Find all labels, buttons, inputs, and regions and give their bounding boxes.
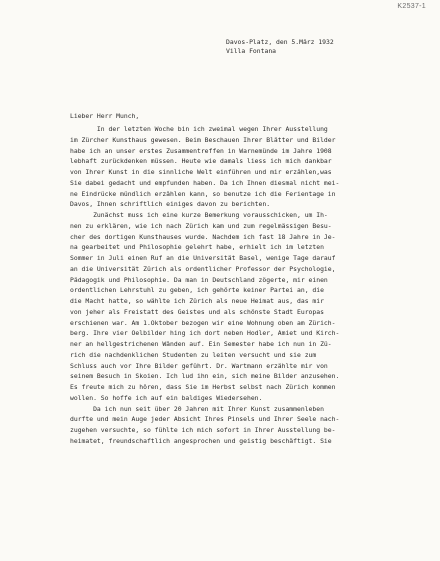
letter-line: na gearbeitet und Philosophie gelehrt habe, erhielt ich im letzten [70,243,324,252]
letter-line: rich die nachdenklichen Studenten zu leiten versucht und sie zum [70,350,317,359]
letter-line: Da ich nun seit über 20 Jahren mit Ihrer Kunst zusammenleben [70,404,324,413]
letter-line: ner an hellgestrichenen Wänden auf. Ein Semester habe ich nun in Zü- [70,340,332,348]
letter-body [70,124,432,447]
letter-line: Pädagogik und Philosophie. Da man in Deutschland zögerte, mir einen [70,275,328,284]
letter-line: habe ich an unser erstes Zusammentreffen in Warnemünde im Jahre 1908 [70,146,332,155]
sender-address: Villa Fontana [226,47,277,55]
letter-line: Davos, Ihnen schriftlich einiges davon zu berichten. [70,200,271,209]
letter-line: nen zu erklären, wie ich nach Zürich kam und zum regelmässigen Besu- [70,221,332,230]
letter-line: Sommer in Juli einen Ruf an die Universität Basel, wenige Tage darauf [70,254,336,262]
letter-line: lebhaft zurückdenken müssen. Heute wie damals liess ich mich dankbar [70,157,332,166]
letter-line: an die Universität Zürich als ordentlicher Professor der Psychologie, [70,264,336,273]
letter-line: berg. Ihre vier Oelbilder hing ich dort neben Hodler, Amiet und Kirch- [70,329,340,338]
letter-line: von jeher als Freistatt des Geistes und als schönste Stadt Europas [70,307,324,316]
letter-line: Es freute mich zu hören, dass Sie im Herbst selbst nach Zürich kommen [70,383,336,391]
letter-line: von Ihrer Kunst in die sinnliche Welt einführen und mir erzählen,was [70,168,332,176]
archive-number: K2537-1 [397,3,426,10]
letter-line: Sie dabei gedacht und empfunden haben. Da ich Ihnen diesmal nicht mei- [70,178,340,187]
letter-dateline [226,38,334,56]
salutation: Lieber Herr Munch, [70,112,140,120]
letter-line: ne Eindrücke mündlich erzählen kann, so benutze ich die Ferientage in [70,189,336,198]
letter-line: wollen. So hoffe ich auf ein baldiges Wiedersehen. [70,393,263,402]
letter-line: ordentlichen Lehrstuhl zu geben, ich gehörte keiner Partei an, die [70,286,324,295]
letter-line: durfte und mein Auge jeder Absicht Ihres Pinsels und Ihrer Seele nach- [70,415,340,424]
letter-line: im Zürcher Kunsthaus gewesen. Beim Beschauen Ihrer Blätter und Bilder [70,135,336,144]
letter-line: Zunächst muss ich eine kurze Bemerkung vorausschicken, um Ih- [70,211,328,219]
place-and-date: Davos-Platz, den 5.März 1932 [226,38,334,46]
letter-line: In der letzten Woche bin ich zweimal wegen Ihrer Ausstellung [70,125,328,133]
letter-line: die Macht hatte, so wählte ich Zürich als neue Heimat aus, das mir [70,297,324,305]
letter-line: Schluss auch vor Ihre Bilder geführt. Dr. Wartmann erzählte mir von [70,361,328,370]
letter-line: seinem Besuch in Skoien. Ich lud ihn ein, sich meine Bilder anzusehen. [70,372,340,381]
letter-line: zugehen versuchte, so fühlte ich mich sofort in Ihrer Ausstellung be- [70,426,336,434]
letter-line: heimatet, freundschaftlich angesprochen und geistig beschäftigt. Sie [70,436,332,445]
letter-line: erschienen war. Am 1.Oktober bezogen wir eine Wohnung oben am Zürich- [70,318,336,327]
letter-line: cher des dortigen Kunsthauses wurde. Nachdem ich fast 18 Jahre in Je- [70,232,336,241]
